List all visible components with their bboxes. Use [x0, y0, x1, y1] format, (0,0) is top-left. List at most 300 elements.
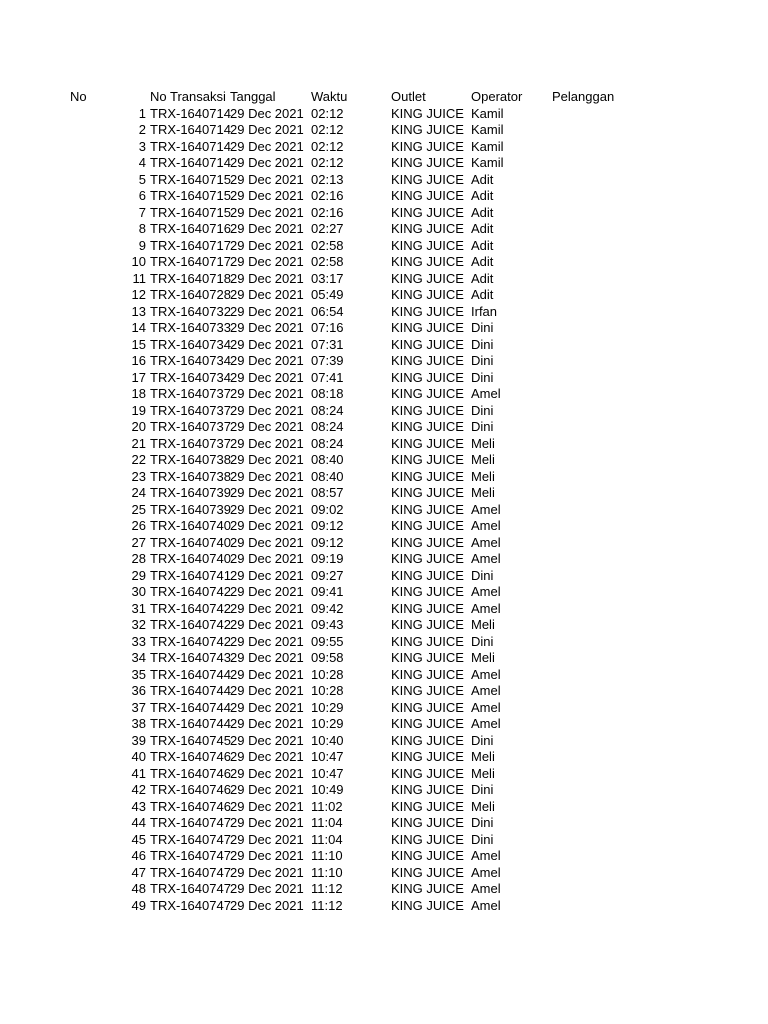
cell-tanggal: 29 Dec 2021	[230, 815, 304, 830]
cell-waktu: 10:28	[311, 666, 344, 682]
cell-operator: Meli	[471, 435, 495, 451]
cell-outlet: KING JUICE	[391, 452, 464, 467]
cell-waktu: 09:12	[311, 534, 344, 550]
table-row	[0, 535, 768, 552]
cell-no: 25	[131, 501, 146, 517]
table-row	[0, 205, 768, 222]
cell-operator: Dini	[471, 633, 494, 649]
cell-waktu: 03:17	[311, 270, 344, 286]
cell-waktu: 11:02	[311, 798, 343, 814]
cell-tanggal: 29 Dec 2021	[230, 155, 304, 170]
table-row	[0, 749, 768, 766]
cell-tanggal: 29 Dec 2021	[230, 138, 304, 154]
cell-no: 3	[138, 138, 146, 154]
cell-waktu: 08:18	[311, 386, 344, 401]
cell-no: 49	[131, 897, 146, 913]
cell-no-transaksi: TRX-1640714	[150, 122, 231, 137]
cell-no: 6	[138, 188, 146, 203]
cell-no-transaksi: TRX-1640746	[150, 798, 231, 814]
cell-operator: Adit	[471, 270, 494, 286]
cell-outlet: KING JUICE	[391, 435, 464, 451]
cell-waktu: 11:04	[311, 831, 343, 847]
cell-waktu: 02:58	[311, 237, 344, 253]
cell-operator: Dini	[471, 320, 494, 335]
cell-no-transaksi: TRX-1640744	[150, 666, 231, 682]
cell-waktu: 02:16	[311, 188, 344, 203]
cell-no-transaksi: TRX-1640747	[150, 815, 231, 830]
cell-tanggal: 29 Dec 2021	[230, 386, 304, 401]
table-row	[0, 469, 768, 486]
cell-operator: Dini	[471, 815, 494, 830]
table-row	[0, 848, 768, 865]
table-row	[0, 304, 768, 321]
cell-no-transaksi: TRX-1640714	[150, 155, 231, 170]
cell-operator: Dini	[471, 353, 494, 368]
table-row	[0, 254, 768, 271]
cell-waktu: 10:28	[311, 683, 344, 698]
cell-no: 13	[131, 303, 146, 319]
table-row	[0, 815, 768, 832]
cell-tanggal: 29 Dec 2021	[230, 336, 304, 352]
header-pelanggan: Pelanggan	[552, 89, 615, 104]
cell-no: 11	[132, 270, 146, 286]
cell-no: 24	[131, 485, 146, 500]
cell-no-transaksi: TRX-1640746	[150, 765, 231, 781]
cell-no-transaksi: TRX-1640718	[150, 270, 231, 286]
cell-waktu: 11:10	[311, 848, 343, 863]
cell-no: 45	[131, 831, 146, 847]
cell-no-transaksi: TRX-1640744	[150, 699, 231, 715]
cell-waktu: 07:16	[311, 320, 344, 335]
cell-tanggal: 29 Dec 2021	[230, 881, 304, 896]
cell-no-transaksi: TRX-1640741	[150, 567, 231, 583]
cell-outlet: KING JUICE	[391, 798, 464, 814]
cell-waktu: 09:02	[311, 501, 344, 517]
cell-no-transaksi: TRX-1640728	[150, 287, 231, 302]
cell-no-transaksi: TRX-1640744	[150, 683, 231, 698]
cell-tanggal: 29 Dec 2021	[230, 452, 304, 467]
table-row	[0, 188, 768, 205]
cell-tanggal: 29 Dec 2021	[230, 864, 304, 880]
cell-operator: Amel	[471, 600, 501, 616]
table-row	[0, 436, 768, 453]
cell-waktu: 02:12	[311, 122, 344, 137]
cell-operator: Dini	[471, 782, 494, 797]
table-row	[0, 353, 768, 370]
table-row	[0, 386, 768, 403]
table-row	[0, 551, 768, 568]
cell-no-transaksi: TRX-1640747	[150, 864, 231, 880]
cell-no-transaksi: TRX-1640737	[150, 419, 231, 434]
cell-no: 47	[131, 864, 146, 880]
cell-tanggal: 29 Dec 2021	[230, 567, 304, 583]
cell-tanggal: 29 Dec 2021	[230, 468, 304, 484]
table-row	[0, 155, 768, 172]
cell-outlet: KING JUICE	[391, 419, 464, 434]
cell-no: 15	[131, 336, 146, 352]
cell-outlet: KING JUICE	[391, 221, 464, 236]
cell-operator: Amel	[471, 848, 501, 863]
cell-waktu: 10:47	[311, 765, 344, 781]
cell-no-transaksi: TRX-1640738	[150, 468, 231, 484]
table-row	[0, 122, 768, 139]
cell-no-transaksi: TRX-1640740	[150, 518, 231, 533]
cell-outlet: KING JUICE	[391, 138, 464, 154]
cell-tanggal: 29 Dec 2021	[230, 303, 304, 319]
table-row	[0, 337, 768, 354]
cell-tanggal: 29 Dec 2021	[230, 831, 304, 847]
cell-outlet: KING JUICE	[391, 897, 464, 913]
cell-operator: Meli	[471, 452, 495, 467]
cell-tanggal: 29 Dec 2021	[230, 320, 304, 335]
cell-outlet: KING JUICE	[391, 732, 464, 748]
cell-no-transaksi: TRX-1640747	[150, 848, 231, 863]
cell-tanggal: 29 Dec 2021	[230, 204, 304, 220]
table-row	[0, 139, 768, 156]
cell-tanggal: 29 Dec 2021	[230, 699, 304, 715]
cell-tanggal: 29 Dec 2021	[230, 287, 304, 302]
cell-operator: Kamil	[471, 105, 504, 121]
cell-outlet: KING JUICE	[391, 584, 464, 599]
cell-tanggal: 29 Dec 2021	[230, 353, 304, 368]
cell-tanggal: 29 Dec 2021	[230, 897, 304, 913]
cell-no: 5	[138, 171, 146, 187]
cell-no: 34	[131, 650, 146, 665]
cell-waktu: 10:49	[311, 782, 344, 797]
cell-no: 43	[131, 798, 146, 814]
table-row	[0, 782, 768, 799]
cell-outlet: KING JUICE	[391, 155, 464, 170]
cell-waktu: 02:27	[311, 221, 344, 236]
table-row	[0, 518, 768, 535]
cell-waktu: 11:10	[311, 864, 343, 880]
cell-waktu: 07:31	[311, 336, 344, 352]
cell-no-transaksi: TRX-1640733	[150, 320, 231, 335]
cell-no: 41	[131, 765, 146, 781]
cell-outlet: KING JUICE	[391, 831, 464, 847]
cell-tanggal: 29 Dec 2021	[230, 765, 304, 781]
cell-waktu: 08:24	[311, 435, 344, 451]
cell-operator: Amel	[471, 864, 501, 880]
cell-no: 12	[131, 287, 146, 302]
cell-tanggal: 29 Dec 2021	[230, 402, 304, 418]
cell-waktu: 09:19	[311, 551, 344, 566]
cell-waktu: 08:40	[311, 468, 344, 484]
cell-outlet: KING JUICE	[391, 237, 464, 253]
cell-waktu: 02:12	[311, 155, 344, 170]
cell-no: 4	[138, 155, 146, 170]
cell-no: 39	[131, 732, 146, 748]
cell-no-transaksi: TRX-1640746	[150, 749, 231, 764]
cell-operator: Amel	[471, 666, 501, 682]
cell-no: 10	[131, 254, 146, 269]
cell-waktu: 09:58	[311, 650, 344, 665]
cell-waktu: 09:42	[311, 600, 344, 616]
cell-waktu: 09:12	[311, 518, 344, 533]
cell-waktu: 02:58	[311, 254, 344, 269]
cell-no-transaksi: TRX-1640714	[150, 138, 231, 154]
table-row	[0, 271, 768, 288]
cell-outlet: KING JUICE	[391, 270, 464, 286]
cell-tanggal: 29 Dec 2021	[230, 105, 304, 121]
cell-no: 38	[131, 716, 146, 731]
cell-outlet: KING JUICE	[391, 518, 464, 533]
table-row	[0, 716, 768, 733]
cell-no: 40	[131, 749, 146, 764]
cell-operator: Dini	[471, 369, 494, 385]
cell-outlet: KING JUICE	[391, 617, 464, 632]
cell-operator: Meli	[471, 650, 495, 665]
cell-no: 22	[131, 452, 146, 467]
cell-tanggal: 29 Dec 2021	[230, 518, 304, 533]
cell-waktu: 02:12	[311, 138, 344, 154]
table-row	[0, 419, 768, 436]
cell-waktu: 07:41	[311, 369, 344, 385]
cell-operator: Amel	[471, 518, 501, 533]
cell-no-transaksi: TRX-1640740	[150, 551, 231, 566]
cell-no-transaksi: TRX-1640747	[150, 831, 231, 847]
cell-operator: Amel	[471, 881, 501, 896]
cell-operator: Dini	[471, 567, 494, 583]
cell-no: 29	[131, 567, 146, 583]
cell-tanggal: 29 Dec 2021	[230, 369, 304, 385]
cell-operator: Meli	[471, 749, 495, 764]
cell-outlet: KING JUICE	[391, 287, 464, 302]
cell-operator: Dini	[471, 336, 494, 352]
cell-tanggal: 29 Dec 2021	[230, 435, 304, 451]
transaction-sheet	[0, 89, 768, 914]
cell-operator: Adit	[471, 221, 494, 236]
cell-outlet: KING JUICE	[391, 782, 464, 797]
cell-operator: Amel	[471, 584, 501, 599]
cell-no: 31	[131, 600, 146, 616]
cell-no-transaksi: TRX-1640715	[150, 188, 231, 203]
cell-operator: Meli	[471, 798, 495, 814]
cell-operator: Kamil	[471, 155, 504, 170]
cell-no-transaksi: TRX-1640714	[150, 105, 231, 121]
cell-tanggal: 29 Dec 2021	[230, 716, 304, 731]
cell-outlet: KING JUICE	[391, 765, 464, 781]
cell-waktu: 08:24	[311, 419, 344, 434]
cell-waktu: 10:29	[311, 699, 344, 715]
cell-tanggal: 29 Dec 2021	[230, 171, 304, 187]
table-row	[0, 733, 768, 750]
header-no: No	[70, 89, 87, 104]
cell-no-transaksi: TRX-1640742	[150, 617, 231, 632]
cell-operator: Amel	[471, 534, 501, 550]
cell-no: 7	[138, 204, 146, 220]
cell-operator: Adit	[471, 204, 494, 220]
table-row	[0, 799, 768, 816]
table-row	[0, 287, 768, 304]
cell-tanggal: 29 Dec 2021	[230, 617, 304, 632]
cell-no-transaksi: TRX-1640717	[150, 237, 231, 253]
cell-outlet: KING JUICE	[391, 699, 464, 715]
cell-no: 18	[131, 386, 146, 401]
cell-no-transaksi: TRX-1640715	[150, 204, 231, 220]
table-row	[0, 502, 768, 519]
cell-tanggal: 29 Dec 2021	[230, 848, 304, 863]
cell-outlet: KING JUICE	[391, 683, 464, 698]
cell-tanggal: 29 Dec 2021	[230, 419, 304, 434]
cell-waktu: 07:39	[311, 353, 344, 368]
cell-no-transaksi: TRX-1640742	[150, 600, 231, 616]
cell-outlet: KING JUICE	[391, 815, 464, 830]
cell-operator: Dini	[471, 831, 494, 847]
table-row	[0, 667, 768, 684]
table-row	[0, 320, 768, 337]
table-row	[0, 485, 768, 502]
cell-waktu: 10:47	[311, 749, 344, 764]
cell-operator: Amel	[471, 699, 501, 715]
cell-no-transaksi: TRX-1640745	[150, 732, 231, 748]
cell-tanggal: 29 Dec 2021	[230, 600, 304, 616]
cell-outlet: KING JUICE	[391, 881, 464, 896]
cell-waktu: 02:12	[311, 105, 344, 121]
table-row	[0, 452, 768, 469]
table-row	[0, 601, 768, 618]
cell-no: 32	[131, 617, 146, 632]
cell-tanggal: 29 Dec 2021	[230, 270, 304, 286]
header-outlet: Outlet	[391, 89, 426, 104]
cell-no-transaksi: TRX-1640717	[150, 254, 231, 269]
cell-outlet: KING JUICE	[391, 386, 464, 401]
cell-no-transaksi: TRX-1640738	[150, 452, 231, 467]
cell-tanggal: 29 Dec 2021	[230, 551, 304, 566]
cell-no-transaksi: TRX-1640734	[150, 336, 231, 352]
table-row	[0, 683, 768, 700]
table-row	[0, 221, 768, 238]
cell-no-transaksi: TRX-1640746	[150, 782, 231, 797]
cell-tanggal: 29 Dec 2021	[230, 485, 304, 500]
cell-operator: Amel	[471, 551, 501, 566]
cell-no-transaksi: TRX-1640742	[150, 584, 231, 599]
cell-tanggal: 29 Dec 2021	[230, 666, 304, 682]
cell-outlet: KING JUICE	[391, 600, 464, 616]
table-row	[0, 898, 768, 915]
cell-tanggal: 29 Dec 2021	[230, 749, 304, 764]
table-row	[0, 650, 768, 667]
cell-outlet: KING JUICE	[391, 468, 464, 484]
cell-no: 26	[131, 518, 146, 533]
cell-tanggal: 29 Dec 2021	[230, 650, 304, 665]
cell-waktu: 08:57	[311, 485, 344, 500]
cell-waktu: 05:49	[311, 287, 344, 302]
table-row	[0, 403, 768, 420]
table-row	[0, 865, 768, 882]
cell-operator: Amel	[471, 683, 501, 698]
cell-operator: Adit	[471, 237, 494, 253]
cell-operator: Dini	[471, 402, 494, 418]
cell-waktu: 10:29	[311, 716, 344, 731]
cell-tanggal: 29 Dec 2021	[230, 237, 304, 253]
header-waktu: Waktu	[311, 89, 348, 104]
cell-outlet: KING JUICE	[391, 336, 464, 352]
table-body	[0, 106, 768, 915]
cell-no: 19	[131, 402, 146, 418]
cell-outlet: KING JUICE	[391, 171, 464, 187]
cell-tanggal: 29 Dec 2021	[230, 782, 304, 797]
table-row	[0, 106, 768, 123]
cell-waktu: 08:24	[311, 402, 344, 418]
cell-outlet: KING JUICE	[391, 749, 464, 764]
cell-no: 48	[131, 881, 146, 896]
cell-operator: Adit	[471, 188, 494, 203]
cell-operator: Meli	[471, 617, 495, 632]
cell-outlet: KING JUICE	[391, 864, 464, 880]
cell-no-transaksi: TRX-1640734	[150, 369, 231, 385]
cell-no: 8	[138, 221, 146, 236]
cell-outlet: KING JUICE	[391, 567, 464, 583]
cell-outlet: KING JUICE	[391, 650, 464, 665]
cell-no: 17	[131, 369, 146, 385]
cell-tanggal: 29 Dec 2021	[230, 534, 304, 550]
cell-outlet: KING JUICE	[391, 204, 464, 220]
cell-operator: Adit	[471, 171, 494, 187]
cell-operator: Irfan	[471, 303, 498, 319]
cell-no-transaksi: TRX-1640747	[150, 897, 231, 913]
table-row	[0, 172, 768, 189]
cell-operator: Amel	[471, 716, 501, 731]
cell-no: 33	[131, 633, 146, 649]
cell-no-transaksi: TRX-1640715	[150, 171, 231, 187]
cell-no-transaksi: TRX-1640739	[150, 501, 231, 517]
cell-operator: Meli	[471, 485, 495, 500]
cell-waktu: 11:12	[311, 881, 343, 896]
cell-outlet: KING JUICE	[391, 848, 464, 863]
cell-no-transaksi: TRX-1640716	[150, 221, 231, 236]
cell-no: 16	[131, 353, 146, 368]
cell-tanggal: 29 Dec 2021	[230, 501, 304, 517]
cell-no-transaksi: TRX-1640743	[150, 650, 231, 665]
table-row	[0, 881, 768, 898]
cell-waktu: 09:55	[311, 633, 344, 649]
cell-no: 20	[131, 419, 146, 434]
cell-no-transaksi: TRX-1640744	[150, 716, 231, 731]
cell-outlet: KING JUICE	[391, 254, 464, 269]
cell-no: 42	[131, 782, 146, 797]
cell-no: 36	[131, 683, 146, 698]
cell-no: 21	[131, 435, 146, 451]
table-row	[0, 370, 768, 387]
cell-tanggal: 29 Dec 2021	[230, 584, 304, 599]
cell-no-transaksi: TRX-1640742	[150, 633, 231, 649]
cell-operator: Meli	[471, 765, 495, 781]
cell-no-transaksi: TRX-1640740	[150, 534, 231, 550]
table-row	[0, 634, 768, 651]
cell-outlet: KING JUICE	[391, 353, 464, 368]
cell-no: 27	[131, 534, 146, 550]
cell-no: 35	[131, 666, 146, 682]
cell-operator: Adit	[471, 287, 494, 302]
cell-operator: Amel	[471, 897, 501, 913]
table-row	[0, 568, 768, 585]
cell-operator: Adit	[471, 254, 494, 269]
cell-outlet: KING JUICE	[391, 716, 464, 731]
table-row	[0, 700, 768, 717]
cell-no: 37	[131, 699, 146, 715]
cell-tanggal: 29 Dec 2021	[230, 254, 304, 269]
cell-no: 9	[138, 237, 146, 253]
cell-no-transaksi: TRX-1640747	[150, 881, 231, 896]
cell-operator: Kamil	[471, 138, 504, 154]
cell-no-transaksi: TRX-1640734	[150, 353, 231, 368]
cell-outlet: KING JUICE	[391, 551, 464, 566]
cell-no: 44	[131, 815, 146, 830]
table-row	[0, 766, 768, 783]
cell-tanggal: 29 Dec 2021	[230, 732, 304, 748]
cell-outlet: KING JUICE	[391, 188, 464, 203]
